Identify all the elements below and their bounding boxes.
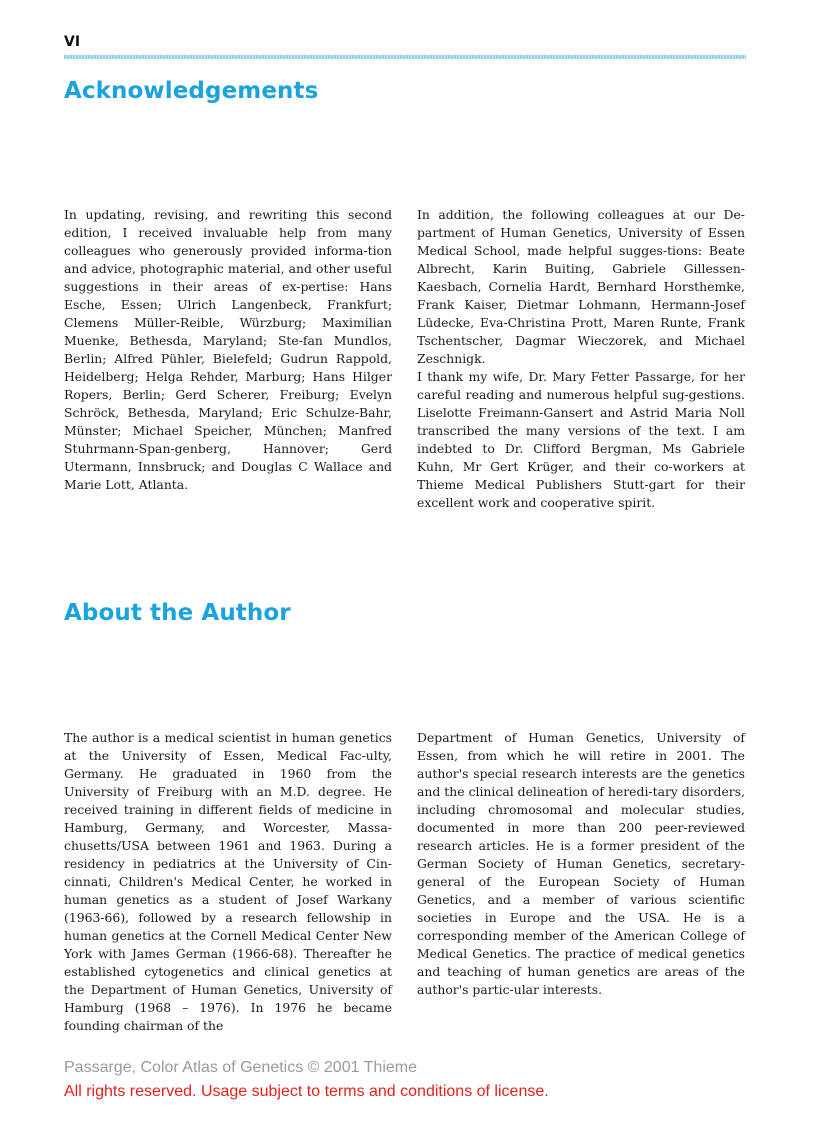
acknowledgements-heading: Acknowledgements [64, 78, 319, 104]
about-author-left-column [64, 729, 392, 1035]
acknowledgements-paragraph: I thank my wife, Dr. Mary Fetter Passarge, for her careful reading and numerous helpful sug-gestions. Liselotte Freimann-Gansert and Astrid Maria Noll transcribed the many versions of the text. I am indebted to Dr. Clifford Bergman, Ms Gabriele Kuhn, Mr Gert Krüger, and their co-workers at Thieme Medical Publishers Stutt-gart for their excellent work and cooperative spirit. [417, 369, 745, 510]
page-number: VI [64, 34, 81, 50]
acknowledgements-right-column [417, 206, 745, 512]
about-author-heading: About the Author [64, 600, 291, 626]
acknowledgements-paragraph: In updating, revising, and rewriting this second edition, I received invaluable help from many colleagues who generously provided informa-tion and advice, photographic material, and other useful suggestions in their areas of ex-pertise: Hans Esche, Essen; Ulrich Langenbeck, Frankfurt; Clemens Müller-Reible, Würzburg; Maximilian Muenke, Bethesda, Maryland; Ste-fan Mundlos, Berlin; Alfred Pühler, Bielefeld; Gudrun Rappold, Heidelberg; Helga Rehder, Marburg; Hans Hilger Ropers, Berlin; Gerd Scherer, Freiburg; Evelyn Schröck, Bethesda, Maryland; Eric Schulze-Bahr, Münster; Michael Speicher, München; Manfred Stuhrmann-Span-genberg, Hannover; Gerd Utermann, Innsbruck; and Douglas C Wallace and Marie Lott, Atlanta. [64, 207, 392, 492]
header-rule [64, 55, 746, 59]
acknowledgements-left-column [64, 206, 392, 494]
license-notice: All rights reserved. Usage subject to terms and conditions of license. [64, 1083, 549, 1100]
about-author-paragraph: Department of Human Genetics, University of Essen, from which he will retire in 2001. The author's special research interests are the genetics and the clinical delineation of heredi-tary disorders, including chromosomal and molecular studies, documented in more than 200 peer-reviewed research articles. He is a former president of the German Society of Human Genetics, secretary-general of the European Society of Human Genetics, and a member of various scientific societies in Europe and the USA. He is a corresponding member of the American College of Medical Genetics. The practice of medical genetics and teaching of human genetics are areas of the author's partic-ular interests. [417, 730, 745, 997]
about-author-paragraph: The author is a medical scientist in human genetics at the University of Essen, Medical Fac-ulty, Germany. He graduated in 1960 from the University of Freiburg with an M.D. degree. He received training in different fields of medicine in Hamburg, Germany, and Worcester, Massa-chusetts/USA between 1961 and 1963. During a residency in pediatrics at the University of Cin-cinnati, Children's Medical Center, he worked in human genetics as a student of Josef Warkany (1963-66), followed by a research fellowship in human genetics at the Cornell Medical Center New York with James German (1966-68). Thereafter he established cytogenetics and clinical genetics at the Department of Human Genetics, University of Hamburg (1968 – 1976). In 1976 he became founding chairman of the [64, 730, 392, 1033]
acknowledgements-paragraph: In addition, the following colleagues at our De-partment of Human Genetics, University of Essen Medical School, made helpful sugges-tions: Beate Albrecht, Karin Buiting, Gabriele Gillessen-Kaesbach, Cornelia Hardt, Bernhard Horsthemke, Frank Kaiser, Dietmar Lohmann, Hermann-Josef Lüdecke, Eva-Christina Prott, Maren Runte, Frank Tschentscher, Dagmar Wieczorek, and Michael Zeschnigk. [417, 207, 745, 366]
about-author-right-column [417, 729, 745, 999]
copyright-notice: Passarge, Color Atlas of Genetics © 2001 Thieme [64, 1059, 418, 1076]
